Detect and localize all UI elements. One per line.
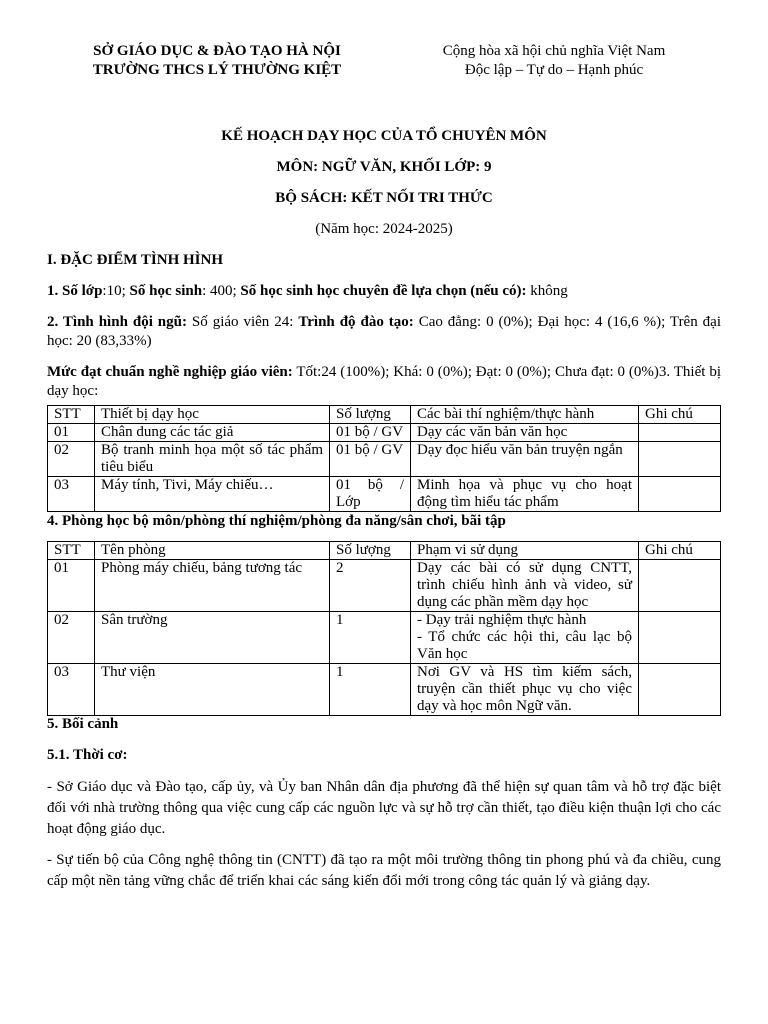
table-header-row (48, 542, 721, 560)
table-cell: Dạy các văn bản văn học (411, 424, 639, 442)
header-cell: STT (48, 406, 95, 424)
header-cell: Ghi chú (639, 542, 721, 560)
header-cell: Thiết bị dạy học (95, 406, 330, 424)
opportunity-paragraph-1: - Sở Giáo dục và Đào tạo, cấp ủy, và Ủy ban Nhân dân địa phương đã thể hiện sự quan tâm và hỗ trợ đặc biệt đối với nhà trường thông qua việc cung cấp các nguồn lực và sự hỗ trợ cần thiết, tạo điều kiện thuận lợi cho các hoạt động giáo dục. (47, 779, 721, 837)
section-4-heading: 4. Phòng học bộ môn/phòng thí nghiệm/phòng đa năng/sân chơi, bãi tập (47, 513, 506, 529)
table-cell: Dạy đọc hiểu văn bản truyện ngắn (411, 442, 639, 477)
table-row (48, 442, 721, 477)
school-name: TRƯỜNG THCS LÝ THƯỜNG KIỆT (92, 62, 342, 78)
issuing-authority (47, 42, 387, 80)
rooms-table (47, 541, 721, 716)
section-5-1-heading: 5.1. Thời cơ: (47, 747, 128, 763)
table-cell: Phòng máy chiếu, bảng tương tác (95, 560, 330, 612)
document-header (47, 42, 721, 82)
table-cell: Dạy các bài có sử dụng CNTT, trình chiếu hình ảnh và video, sử dụng các phần mềm dạy học (411, 560, 639, 612)
table-cell (639, 612, 721, 664)
header-cell: Số lượng (330, 406, 411, 424)
table-cell: 03 (48, 664, 95, 716)
motto: Độc lập – Tự do – Hạnh phúc (464, 62, 644, 78)
section-1-heading: I. ĐẶC ĐIỂM TÌNH HÌNH (47, 252, 223, 268)
table-cell: Minh họa và phục vụ cho hoạt động tìm hiểu tác phẩm (411, 477, 639, 512)
table-cell (639, 560, 721, 612)
table-cell: 1 (330, 664, 411, 716)
table-row (48, 560, 721, 612)
school-year: (Năm học: 2024-2025) (315, 221, 453, 237)
table-cell: Sân trường (95, 612, 330, 664)
table-cell: 1 (330, 612, 411, 664)
table-cell (639, 442, 721, 477)
header-cell: Ghi chú (639, 406, 721, 424)
section-5-heading: 5. Bối cảnh (47, 716, 119, 732)
table-row (48, 477, 721, 512)
table-cell: 01 (48, 560, 95, 612)
table-cell (639, 664, 721, 716)
table-row (48, 612, 721, 664)
table-cell: Chân dung các tác giả (95, 424, 330, 442)
table-cell (639, 424, 721, 442)
country-name: Cộng hòa xã hội chủ nghĩa Việt Nam (442, 43, 666, 59)
table-row (48, 664, 721, 716)
department-name: SỞ GIÁO DỤC & ĐÀO TẠO HÀ NỘI (93, 43, 341, 59)
header-cell: Phạm vi sử dụng (411, 542, 639, 560)
table-cell: Thư viện (95, 664, 330, 716)
equipment-table (47, 405, 721, 512)
table-cell: - Dạy trải nghiệm thực hành - Tổ chức các hội thi, câu lạc bộ Văn học (411, 612, 639, 664)
table-cell: 01 bộ / GV (330, 442, 411, 477)
table-cell: 02 (48, 442, 95, 477)
textbook-line: BỘ SÁCH: KẾT NỐI TRI THỨC (275, 190, 493, 206)
table-cell: 02 (48, 612, 95, 664)
table-cell: 03 (48, 477, 95, 512)
table-row (48, 424, 721, 442)
table-cell: 01 (48, 424, 95, 442)
opportunity-paragraph-2: - Sự tiến bộ của Công nghệ thông tin (CNTT) đã tạo ra một môi trường thông tin phong phú và đa chiều, cung cấp một nền tảng vững chắc để triển khai các sáng kiến đổi mới trong công tác quản lý và giảng dạy. (47, 852, 721, 889)
subject-line: MÔN: NGỮ VĂN, KHỐI LỚP: 9 (276, 159, 492, 175)
staff-info-paragraph: 2. Tình hình đội ngũ: Số giáo viên 24: Trình độ đào tạo: Cao đẳng: 0 (0%); Đại học: 4 (16,6 %); Trên đại học: 20 (83,33%) (47, 314, 721, 349)
table-cell: 01 bộ / GV (330, 424, 411, 442)
header-cell: STT (48, 542, 95, 560)
table-cell: Bộ tranh minh họa một số tác phẩm tiêu biểu (95, 442, 330, 477)
header-cell: Các bài thí nghiệm/thực hành (411, 406, 639, 424)
table-header-row (48, 406, 721, 424)
header-cell: Tên phòng (95, 542, 330, 560)
table-cell (639, 477, 721, 512)
header-cell: Số lượng (330, 542, 411, 560)
document-title: KẾ HOẠCH DẠY HỌC CỦA TỔ CHUYÊN MÔN (221, 128, 547, 144)
teacher-standard-paragraph: Mức đạt chuẩn nghề nghiệp giáo viên: Tốt:24 (100%); Khá: 0 (0%); Đạt: 0 (0%); Chưa đạt: 0 (0%)3. Thiết bị dạy học: (47, 364, 721, 399)
table-cell: Máy tính, Tivi, Máy chiếu… (95, 477, 330, 512)
document-page (47, 42, 721, 892)
table-cell: 2 (330, 560, 411, 612)
class-info-paragraph: 1. Số lớp:10; Số học sinh: 400; Số học sinh học chuyên đề lựa chọn (nếu có): không (47, 283, 568, 299)
table-cell: 01 bộ / Lớp (330, 477, 411, 512)
table-cell: Nơi GV và HS tìm kiếm sách, truyện cần thiết phục vụ cho việc dạy và học môn Ngữ văn. (411, 664, 639, 716)
national-motto (387, 42, 721, 80)
